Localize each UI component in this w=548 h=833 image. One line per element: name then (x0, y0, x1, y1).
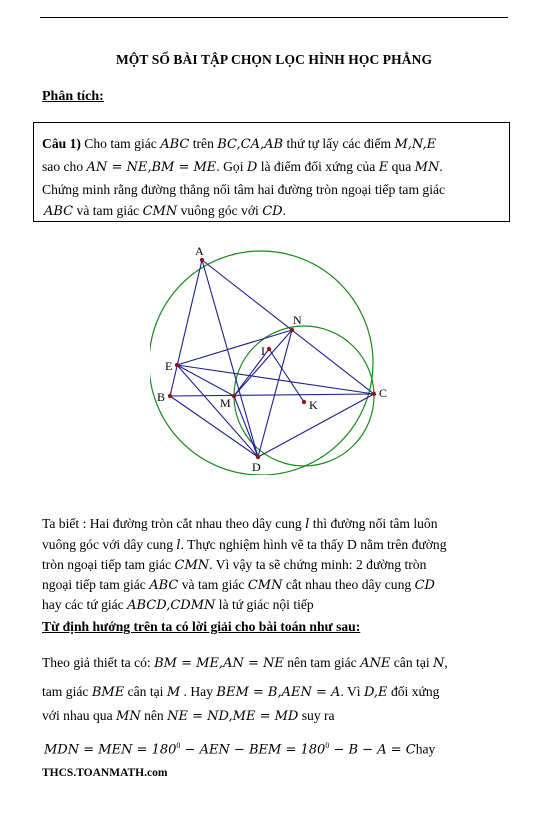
problem-line-1: Câu 1) Cho tam giác ABC trên BC,CA,AB thứ tự lấy các điểm M,N,E (42, 136, 437, 152)
page-title: MỘT SỐ BÀI TẬP CHỌN LỌC HÌNH HỌC PHẲNG (115, 52, 433, 67)
analysis-line-4: ngoại tiếp tam giác ABC và tam giác CMN cắt nhau theo dây cung CD (42, 577, 435, 593)
header-rule (40, 17, 508, 18)
problem-line-3: Chứng minh rằng đường thẳng nối tâm hai đường tròn ngoại tiếp tam giác (42, 182, 446, 197)
label-d: D (252, 460, 261, 474)
geometry-figure (150, 240, 400, 475)
analysis-line-2: vuông góc với dây cung l. Thực nghiệm hình vẽ ta thấy D nằm trên đường (42, 537, 447, 553)
label-c: C (379, 386, 388, 400)
section-heading: Phân tích: (42, 89, 104, 104)
problem-line-2: sao cho AN = NE,BM = ME. Gọi D là điểm đối xứng của E qua MN. (42, 159, 443, 175)
solution-line-4: MDN = MEN = $180^0$ − AEN − BEM = $180^0 - B - A$ = Chay (44, 741, 436, 758)
solution-heading: Từ định hướng trên ta có lời giải cho bài toán như sau: (42, 619, 361, 634)
label-i: I (261, 344, 265, 358)
solution-line-3: với nhau qua MN nên NE = ND,ME = MD suy ra (42, 708, 335, 724)
label-b: B (157, 390, 166, 404)
figure-lines (170, 260, 374, 457)
problem-line-4: ABC và tam giác CMN vuông góc với CD. (44, 203, 286, 219)
label-n: N (293, 313, 302, 327)
analysis-line-1: Ta biết : Hai đường tròn cắt nhau theo dây cung l thì đường nối tâm luôn (42, 516, 438, 532)
analysis-line-5: hay các tứ giác ABCD,CDMN là tứ giác nội tiếp (42, 597, 314, 613)
label-k: K (309, 398, 318, 412)
footer-site: THCS.TOANMATH.com (42, 767, 168, 779)
solution-line-2: tam giác BME cân tại M . Hay BEM = B,AEN = A. Vì D,E đối xứng (42, 684, 440, 700)
analysis-line-3: tròn ngoại tiếp tam giác CMN. Vì vậy ta sẽ chứng minh: 2 đường tròn (42, 557, 427, 573)
label-a: A (195, 244, 204, 258)
solution-line-1: Theo giả thiết ta có: BM = ME,AN = NE nên tam giác ANE cân tại N, (42, 655, 448, 671)
label-m: M (220, 396, 231, 410)
label-e: E (165, 359, 173, 373)
